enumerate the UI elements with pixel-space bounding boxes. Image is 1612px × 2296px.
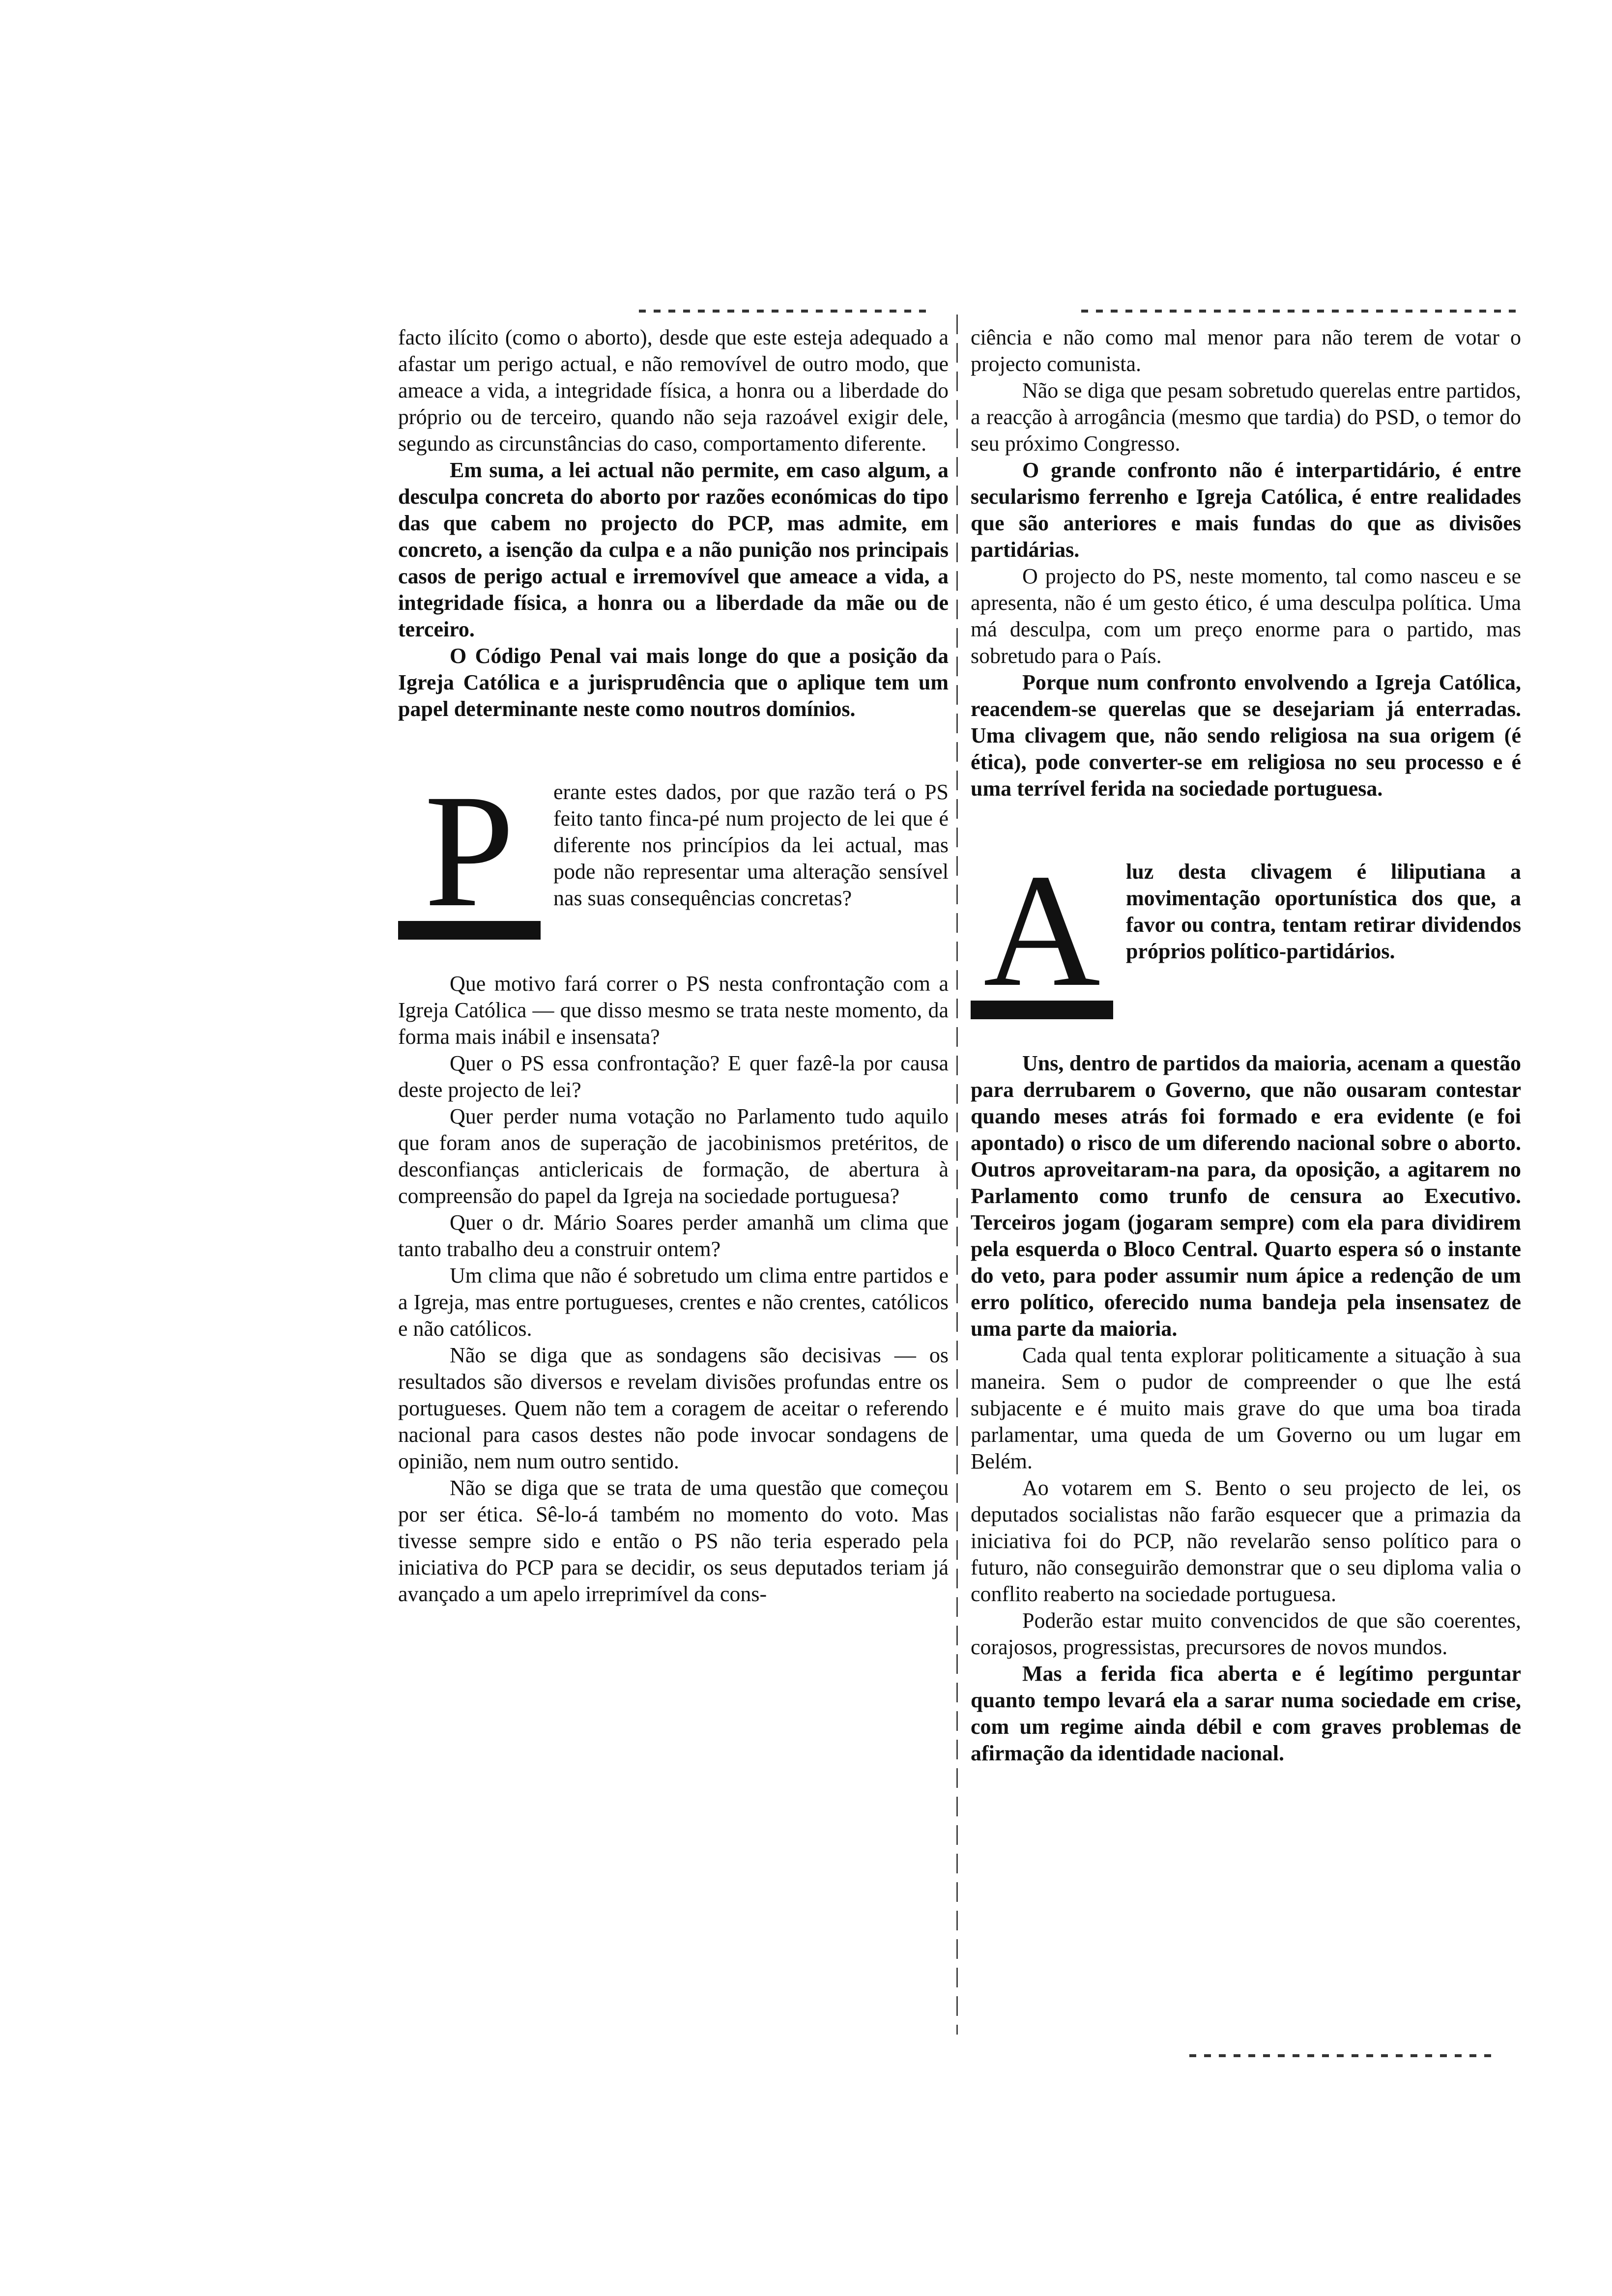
scan-noise-bottom xyxy=(1189,2054,1494,2057)
paragraph: Uns, dentro de partidos da maioria, acenam a questão para derrubarem o Governo, que não ousaram contestar quando meses atrás foi formado e era evidente (e foi apontado) o risco de um diferendo nacional sobre o aborto. Outros aproveitaram-na para, da oposição, a agitarem no Parlamento como trunfo de censura ao Executivo. Terceiros jogam (jogaram sempre) com ela para dividirem pela esquerda o Bloco Central. Quarto espera só o instante do veto, para poder assumir num ápice a redenção de um erro político, oferecido numa bandeja pela insensatez de uma parte da maioria. xyxy=(971,1051,1521,1341)
paragraph: Não se diga que pesam sobretudo querelas entre partidos, a reacção à arrogância (mesmo que tardia) do PSD, o temor do seu próximo Congresso. xyxy=(971,378,1521,456)
section-start-p xyxy=(398,761,949,971)
paragraph: Quer perder numa votação no Parlamento tudo aquilo que foram anos de superação de jacobinismos pretéritos, de desconfianças anticlericais de formação, de abertura à compreensão do papel da Igreja na sociedade portuguesa? xyxy=(398,1104,949,1208)
paragraph: Que motivo fará correr o PS nesta confrontação com a Igreja Católica — que disso mesmo se trata neste momento, da forma mais inábil e insensata? xyxy=(398,972,949,1049)
paragraph: Mas a ferida fica aberta e é legítimo perguntar quanto tempo levará ela a sarar numa sociedade em crise, com um regime ainda débil e com graves problemas de afirmação da identidade nacional. xyxy=(971,1662,1521,1765)
column-divider xyxy=(956,315,958,2035)
paragraph: Cada qual tenta explorar politicamente a situação à sua maneira. Sem o pudor de compreender o que lhe está subjacente e é muito mais grave do que uma boa tirada parlamentar, uma queda de um Governo ou um lugar em Belém. xyxy=(971,1343,1521,1473)
paragraph: Não se diga que as sondagens são decisivas — os resultados são diversos e revelam divisões profundas entre os portugueses. Quem não tem a coragem de aceitar o referendo nacional para casos destes não pode invocar sondagens de opinião, nem num outro sentido. xyxy=(398,1343,949,1473)
drop-cap: A xyxy=(971,865,1113,1019)
paragraph: Porque num confronto envolvendo a Igreja Católica, reacendem-se querelas que se desejariam já enterradas. Uma clivagem que, não sendo religiosa na sua origem (é ética), pode converter-se em religiosa no seu processo e é uma terrível ferida na sociedade portuguesa. xyxy=(971,670,1521,801)
scan-noise-top-left xyxy=(639,310,934,313)
paragraph: Quer o PS essa confrontação? E quer fazê-la por causa deste projecto de lei? xyxy=(398,1051,949,1102)
paragraph: Quer o dr. Mário Soares perder amanhã um clima que tanto trabalho deu a construir ontem? xyxy=(398,1210,949,1261)
paragraph: Poderão estar muito convencidos de que são coerentes, corajosos, progressistas, precursores de novos mundos. xyxy=(971,1608,1521,1659)
paragraph: ciência e não como mal menor para não terem de votar o projecto comunista. xyxy=(971,325,1521,376)
paragraph: O Código Penal vai mais longe do que a posição da Igreja Católica e a jurisprudência que o aplique tem um papel determinante neste como noutros domínios. xyxy=(398,644,949,721)
scan-noise-top-right xyxy=(1081,310,1524,313)
paragraph: Um clima que não é sobretudo um clima entre partidos e a Igreja, mas entre portugueses, crentes e não crentes, católicos e não católicos. xyxy=(398,1263,949,1341)
paragraph: erante estes dados, por que razão terá o PS feito tanto finca-pé num projecto de lei que é diferente nos princípios da lei actual, mas pode não representar uma alteração sensível nas suas consequências concretas? xyxy=(553,780,949,910)
paragraph: Não se diga que se trata de uma questão que começou por ser ética. Sê-lo-á também no momento do voto. Mas tivesse sempre sido e então o PS não teria esperado pela iniciativa do PCP para se decidir, os seus deputados teriam já avançado a um apelo irreprimível da cons- xyxy=(398,1476,949,1606)
left-column xyxy=(398,324,949,1607)
right-column xyxy=(971,324,1521,1767)
paragraph: O projecto do PS, neste momento, tal como nasceu e se apresenta, não é um gesto ético, é uma desculpa política. Uma má desculpa, com um preço enorme para o partido, mas sobretudo para o País. xyxy=(971,564,1521,668)
section-start-a xyxy=(971,841,1521,1050)
paragraph: Ao votarem em S. Bento o seu projecto de lei, os deputados socialistas não farão esquecer que a primazia da iniciativa foi do PCP, não revelarão senso político para o futuro, não conseguirão demonstrar que o seu diploma valia o conflito reaberto na sociedade portuguesa. xyxy=(971,1476,1521,1606)
paragraph: Em suma, a lei actual não permite, em caso algum, a desculpa concreta do aborto por razões económicas do tipo das que cabem no projecto do PCP, mas admite, em concreto, a isenção da culpa e a não punição nos principais casos de perigo actual e irremovível que ameace a vida, a integridade física, a honra ou a liberdade da mãe ou de terceiro. xyxy=(398,458,949,641)
paragraph: O grande confronto não é interpartidário, é entre secularismo ferrenho e Igreja Católica, é entre realidades que são anteriores e mais fundas do que as divisões partidárias. xyxy=(971,458,1521,562)
drop-cap: P xyxy=(398,786,541,940)
paragraph: facto ilícito (como o aborto), desde que este esteja adequado a afastar um perigo actual, e não removível de outro modo, que ameace a vida, a integridade física, a honra ou a liberdade do próprio ou de terceiro, quando não seja razoável exigir dele, segundo as circunstâncias do caso, comportamento diferente. xyxy=(398,325,949,456)
paragraph: luz desta clivagem é liliputiana a movimentação oportunística dos que, a favor ou contra, tentam retirar dividendos próprios político-partidários. xyxy=(1126,860,1521,963)
